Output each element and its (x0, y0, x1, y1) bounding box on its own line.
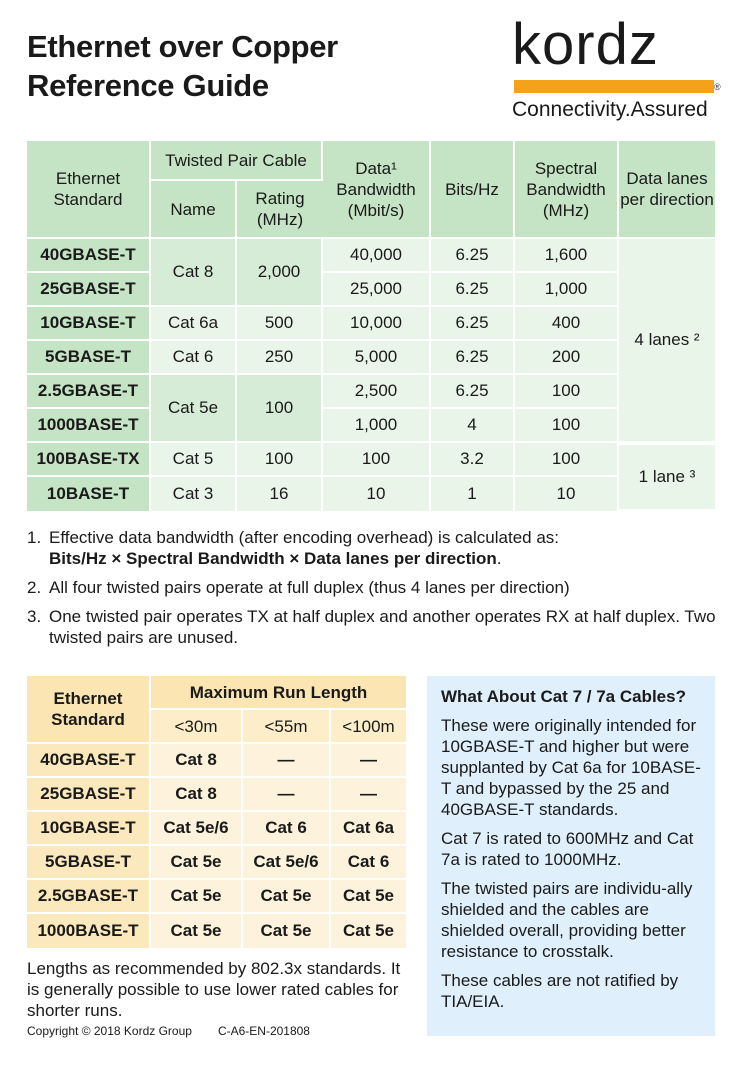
table-row (27, 239, 715, 273)
document-code: C-A6-EN-201808 (217, 1024, 310, 1038)
cell-standard: 40GBASE-T (27, 239, 151, 273)
logo-accent-bar (514, 80, 714, 93)
cell-55m: — (243, 744, 331, 778)
logo-wordmark: kordz (512, 12, 659, 77)
cell-55m: — (243, 778, 331, 812)
header-twisted-pair-cable: Twisted Pair Cable (151, 141, 323, 181)
footnote-number: 1. (27, 528, 42, 547)
copyright-text: Copyright © 2018 Kordz Group (27, 1024, 192, 1038)
footnote-number: 2. (27, 578, 42, 597)
cell-bits-hz: 6.25 (431, 307, 515, 341)
cat7-info-box (427, 676, 715, 1036)
tagline-assured: Assured (630, 98, 708, 121)
table-row (27, 812, 406, 846)
cell-30m: Cat 5e (151, 880, 243, 914)
cell-bits-hz: 1 (431, 477, 515, 511)
cell-standard: 2.5GBASE-T (27, 880, 151, 914)
cell-100m: Cat 5e (331, 914, 406, 948)
cell-rating: 2,000 (237, 239, 323, 307)
cell-bits-hz: 6.25 (431, 239, 515, 273)
header-name: Name (151, 181, 237, 239)
table-row (27, 846, 406, 880)
logo-tagline (512, 98, 708, 122)
kordz-logo (512, 12, 722, 124)
cell-lanes-4: 4 lanes ² (619, 239, 715, 443)
cell-spectral: 100 (515, 375, 619, 409)
footnote-number: 3. (27, 607, 42, 626)
cell-30m: Cat 5e/6 (151, 812, 243, 846)
header-ethernet-standard: Ethernet Standard (27, 141, 151, 239)
run-length-table (27, 676, 406, 948)
cell-standard: 5GBASE-T (27, 846, 151, 880)
cell-data-bandwidth: 2,500 (323, 375, 431, 409)
table-row (27, 778, 406, 812)
cell-cable-name: Cat 6 (151, 341, 237, 375)
table-row (27, 409, 715, 443)
cat7-paragraph-4: These cables are not ratified by TIA/EIA. (441, 971, 679, 1011)
footnote-text: One twisted pair operates TX at half duplex and another operates RX at half duplex. Two twisted pairs are unused. (49, 607, 716, 647)
cell-standard: 1000BASE-T (27, 409, 151, 443)
cell-spectral: 10 (515, 477, 619, 511)
run-length-note: Lengths as recommended by 802.3x standards. It is generally possible to use lower rated cables for shorter runs. (27, 959, 401, 1020)
cell-100m: Cat 6 (331, 846, 406, 880)
header-rating: Rating (MHz) (237, 181, 323, 239)
table-row (27, 880, 406, 914)
footnote-3 (27, 606, 727, 648)
cell-spectral: 100 (515, 409, 619, 443)
cell-cable-name: Cat 6a (151, 307, 237, 341)
footnote-1 (27, 527, 727, 569)
footnote-text: Effective data bandwidth (after encoding overhead) is calculated as: (49, 528, 559, 547)
cell-standard: 40GBASE-T (27, 744, 151, 778)
cat7-paragraph-1: These were originally intended for 10GBASE-T and higher but were supplanted by Cat 6a for 10BASE-T and bypassed by the 25 and 40GBASE-T standards. (441, 716, 701, 819)
cell-spectral: 1,000 (515, 273, 619, 307)
cell-standard: 10BASE-T (27, 477, 151, 511)
cell-standard: 100BASE-TX (27, 443, 151, 477)
table-row (27, 744, 406, 778)
header-55m: <55m (243, 710, 331, 744)
cell-data-bandwidth: 40,000 (323, 239, 431, 273)
header-100m: <100m (331, 710, 406, 744)
header-bits-hz: Bits/Hz (431, 141, 515, 239)
cell-rating: 500 (237, 307, 323, 341)
cell-standard: 10GBASE-T (27, 307, 151, 341)
title-line-1: Ethernet over Copper (27, 29, 338, 64)
cell-100m: Cat 6a (331, 812, 406, 846)
cell-data-bandwidth: 5,000 (323, 341, 431, 375)
cell-100m: — (331, 744, 406, 778)
cell-data-bandwidth: 25,000 (323, 273, 431, 307)
cell-30m: Cat 5e (151, 914, 243, 948)
header-data-lanes: Data lanes per direction (619, 141, 715, 239)
cell-30m: Cat 5e (151, 846, 243, 880)
header-30m: <30m (151, 710, 243, 744)
cell-data-bandwidth: 100 (323, 443, 431, 477)
footnote-formula: Bits/Hz × Spectral Bandwidth × Data lanes per direction (49, 549, 497, 568)
cell-bits-hz: 6.25 (431, 375, 515, 409)
footnote-2 (27, 577, 727, 598)
cell-cable-name: Cat 5e (151, 375, 237, 443)
ethernet-standards-table (27, 141, 715, 511)
table-row (27, 273, 715, 307)
cell-standard: 10GBASE-T (27, 812, 151, 846)
cell-55m: Cat 5e (243, 914, 331, 948)
cell-spectral: 1,600 (515, 239, 619, 273)
cell-55m: Cat 5e/6 (243, 846, 331, 880)
cell-rating: 100 (237, 443, 323, 477)
cell-spectral: 200 (515, 341, 619, 375)
footer (27, 1024, 310, 1038)
header-ethernet-standard: Ethernet Standard (27, 676, 151, 744)
cell-55m: Cat 5e (243, 880, 331, 914)
tagline-connectivity: Connectivity. (512, 98, 631, 121)
cell-30m: Cat 8 (151, 744, 243, 778)
footnote-end: . (496, 549, 502, 568)
cell-bits-hz: 6.25 (431, 341, 515, 375)
title-line-2: Reference Guide (27, 68, 269, 103)
header-data-bandwidth: Data¹ Bandwidth (Mbit/s) (323, 141, 431, 239)
table-row (27, 443, 715, 477)
cell-standard: 25GBASE-T (27, 778, 151, 812)
cat7-title: What About Cat 7 / 7a Cables? (441, 687, 686, 706)
footnotes (27, 527, 727, 656)
cell-cable-name: Cat 8 (151, 239, 237, 307)
footnote-text: All four twisted pairs operate at full duplex (thus 4 lanes per direction) (49, 578, 570, 597)
logo-registered-mark: ® (714, 82, 721, 92)
cell-cable-name: Cat 5 (151, 443, 237, 477)
cell-standard: 25GBASE-T (27, 273, 151, 307)
cell-cable-name: Cat 3 (151, 477, 237, 511)
cell-data-bandwidth: 1,000 (323, 409, 431, 443)
cell-30m: Cat 8 (151, 778, 243, 812)
cell-rating: 16 (237, 477, 323, 511)
table-row (27, 307, 715, 341)
header-max-run-length: Maximum Run Length (151, 676, 406, 710)
table-row (27, 477, 715, 511)
cell-spectral: 100 (515, 443, 619, 477)
cell-bits-hz: 3.2 (431, 443, 515, 477)
cell-bits-hz: 4 (431, 409, 515, 443)
table-row (27, 914, 406, 948)
cat7-paragraph-2: Cat 7 is rated to 600MHz and Cat 7a is rated to 1000MHz. (441, 829, 694, 869)
cell-100m: Cat 5e (331, 880, 406, 914)
cell-data-bandwidth: 10,000 (323, 307, 431, 341)
cell-spectral: 400 (515, 307, 619, 341)
cell-standard: 1000BASE-T (27, 914, 151, 948)
cell-lanes-1: 1 lane ³ (619, 443, 715, 511)
cell-rating: 250 (237, 341, 323, 375)
cell-rating: 100 (237, 375, 323, 443)
cell-standard: 5GBASE-T (27, 341, 151, 375)
cell-data-bandwidth: 10 (323, 477, 431, 511)
header-spectral-bandwidth: Spectral Bandwidth (MHz) (515, 141, 619, 239)
cell-standard: 2.5GBASE-T (27, 375, 151, 409)
cell-100m: — (331, 778, 406, 812)
cell-bits-hz: 6.25 (431, 273, 515, 307)
table-row (27, 375, 715, 409)
cell-55m: Cat 6 (243, 812, 331, 846)
cat7-paragraph-3: The twisted pairs are individu-ally shielded and the cables are shielded overall, providing better resistance to crosstalk. (441, 879, 693, 961)
table-row (27, 341, 715, 375)
page-title (27, 27, 338, 105)
